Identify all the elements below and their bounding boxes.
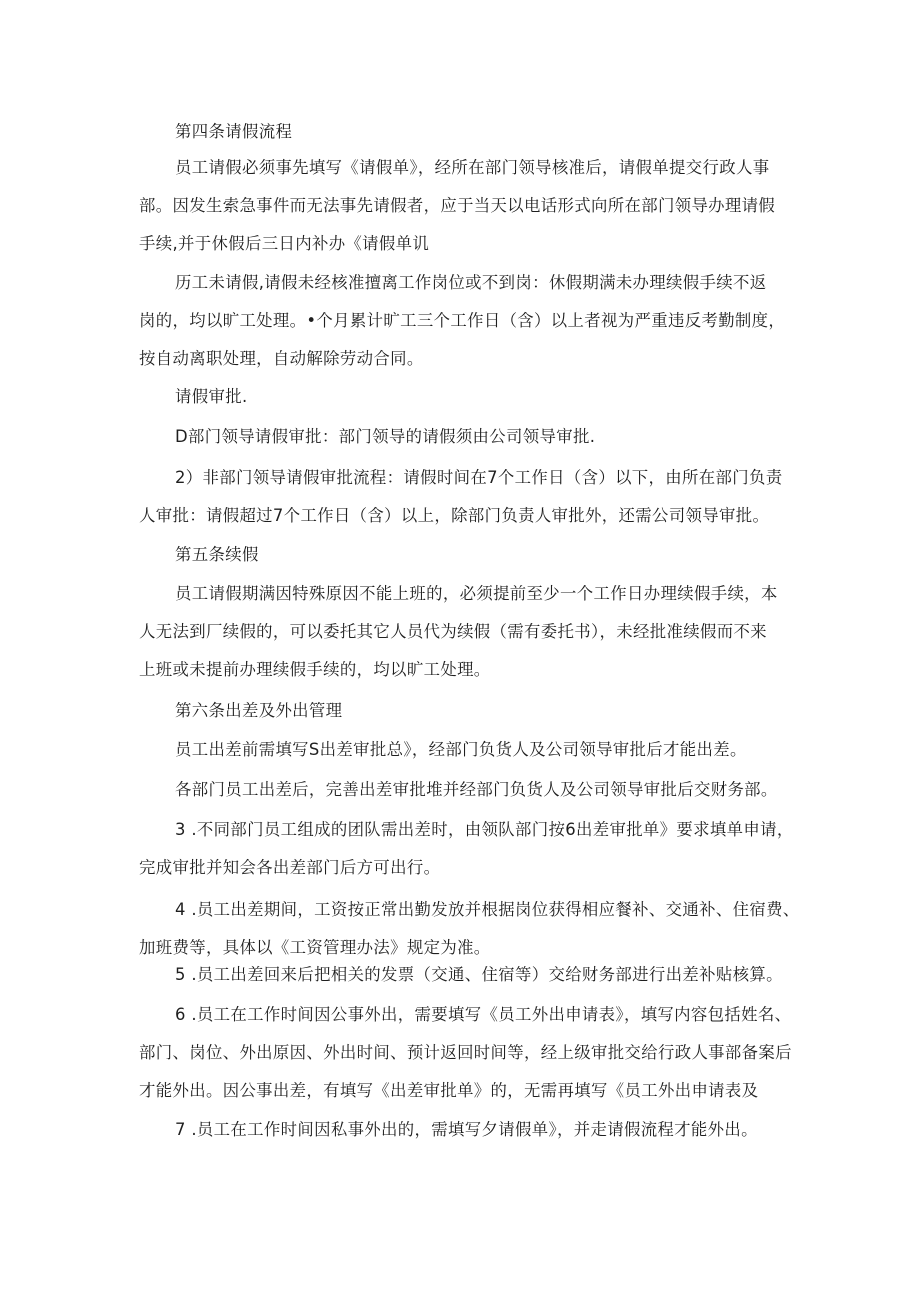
text-line: 4 .员工出差期间，工资按正常出勤发放并根据岗位获得相应餐补、交通补、住宿费、 (175, 900, 800, 919)
text-line: 部门、岗位、外出原因、外出时间、预计返回时间等，经上级审批交给行政人事部备案后 (139, 1043, 792, 1062)
text-line: 3 .不同部门员工组成的团队需出差时，由领队部门按6出差审批单》要求填单申请， (175, 820, 794, 839)
heading-leave-approval (139, 378, 785, 416)
heading-article-4 (139, 113, 785, 151)
text-line: 历工未请假,请假未经核准擅离工作岗位或不到岗：休假期满未办理续假手续不返 (175, 273, 767, 292)
text-line: 才能外出。因公事出差，有填写《出差审批单》的，无需再填写《员工外出申请表及 (139, 1081, 759, 1100)
paragraph-leave-request (139, 149, 785, 263)
text-line: 部。因发生索急事件而无法事先请假者，应于当天以电话形式向所在部门领导办理请假 (139, 196, 776, 215)
list-item-5 (139, 956, 785, 994)
text-line: 5 .员工出差回来后把相关的发票（交通、住宿等）交给财务部进行出差补贴核算。 (175, 965, 783, 984)
text-line: 岗的，均以旷工处理。•个月累计旷工三个工作日（含）以上者视为严重违反考勤制度， (139, 311, 786, 330)
text-line: 第四条请假流程 (175, 122, 293, 141)
heading-article-6 (139, 692, 785, 730)
text-line: 员工请假必须事先填写《请假单》，经所在部门领导核准后，请假单提交行政人事 (175, 158, 770, 177)
paragraph-business-trip-form (139, 731, 785, 769)
paragraph-non-leader-approval (139, 459, 785, 535)
list-item-3 (139, 811, 794, 887)
text-line: 人审批：请假超过7个工作日（含）以上，除部门负责人审批外，还需公司领导审批。 (139, 506, 770, 525)
text-line: 按自动离职处理，自动解除劳动合同。 (139, 349, 424, 368)
text-line: 2）非部门领导请假审批流程：请假时间在7个工作日（含）以下，由所在部门负责 (175, 468, 783, 487)
paragraph-after-trip (139, 771, 785, 809)
text-line: 各部门员工出差后，完善出差审批堆并经部门负货人及公司领导审批后交财务部。 (175, 780, 778, 799)
text-line: 加班费等，具体以《工资管理办法》规定为准。 (139, 938, 491, 957)
paragraph-leave-extension (139, 575, 785, 689)
text-line: 员工出差前需填写S出差审批总》，经部门负货人及公司领导审批后才能出差。 (175, 740, 747, 759)
text-line: 手续,并于休假后三日内补办《请假单讥 (139, 234, 430, 253)
paragraph-absenteeism (139, 264, 785, 378)
text-line: 人无法到厂续假的，可以委托其它人员代为续假（需有委托书），未经批准续假而不来 (139, 622, 767, 641)
text-line: 完成审批并知会各出差部门后方可出行。 (139, 858, 441, 877)
list-item-6 (139, 996, 792, 1110)
text-line: 员工请假期满因特殊原因不能上班的，必须提前至少一个工作日办理续假手续，本 (175, 584, 778, 603)
text-line: 第五条续假 (175, 545, 259, 564)
text-line: 第六条出差及外出管理 (175, 701, 343, 720)
text-line: 上班或未提前办理续假手续的，均以旷工处理。 (139, 660, 491, 679)
text-line: 7 .员工在工作时间因私事外出的，需填写夕请假单》，并走请假流程才能外出。 (175, 1120, 758, 1139)
text-line: 6 .员工在工作时间因公事外出，需要填写《员工外出申请表》，填写内容包括姓名、 (175, 1005, 792, 1024)
text-line: 请假审批. (175, 387, 248, 406)
list-item-7 (139, 1111, 785, 1149)
heading-article-5 (139, 536, 785, 574)
paragraph-dept-leader-approval (139, 418, 785, 456)
text-line: D部门领导请假审批：部门领导的请假须由公司领导审批. (175, 427, 596, 446)
